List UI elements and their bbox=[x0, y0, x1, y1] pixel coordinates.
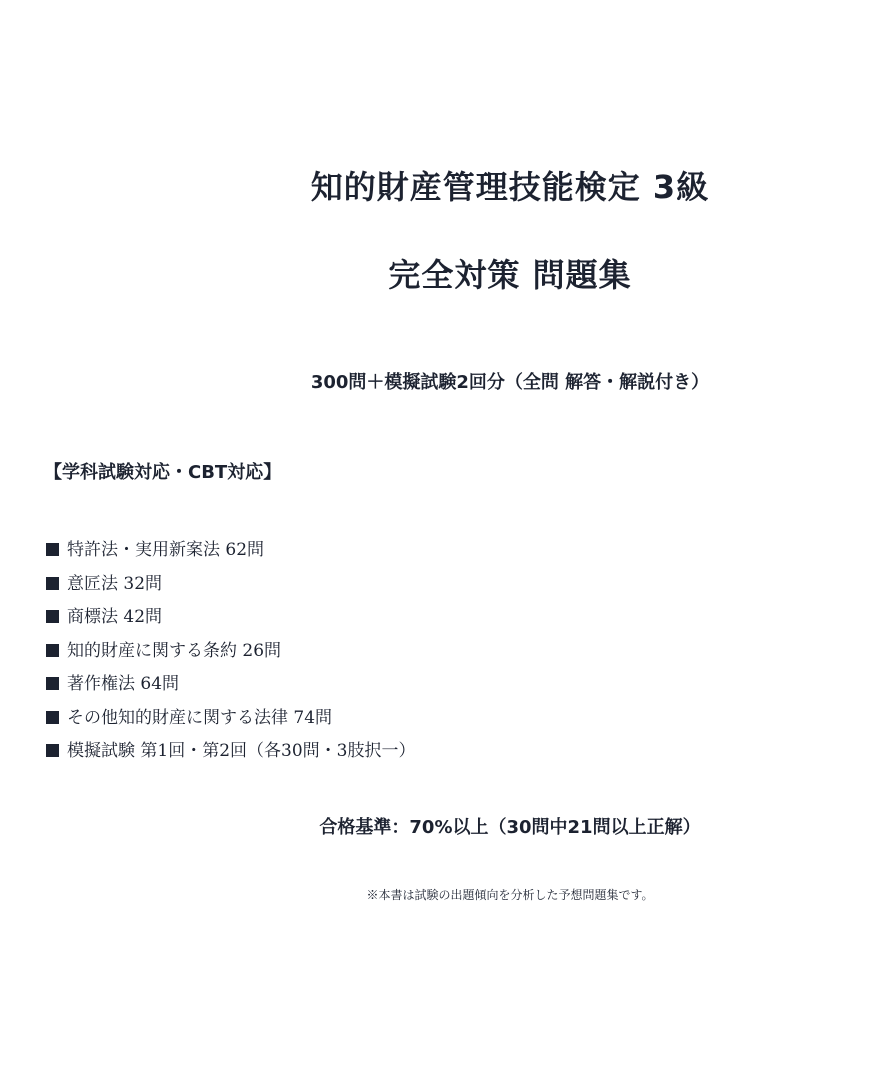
black-square-icon bbox=[46, 677, 59, 690]
list-item-label: 特許法・実用新案法 62問 bbox=[67, 540, 265, 560]
list-item bbox=[46, 601, 415, 635]
title-line-2: 完全対策 問題集 bbox=[388, 256, 632, 294]
list-item bbox=[46, 735, 415, 769]
subtitle: 300問＋模擬試験2回分（全問 解答・解説付き） bbox=[310, 372, 710, 393]
list-item bbox=[46, 635, 415, 669]
list-item-label: 意匠法 32問 bbox=[67, 573, 163, 594]
black-square-icon bbox=[46, 610, 59, 623]
list-item-label: 模擬試験 第1回・第2回（各30問・3肢択一） bbox=[67, 741, 416, 761]
black-square-icon bbox=[46, 644, 59, 657]
black-square-icon bbox=[46, 711, 59, 724]
list-item-label: 著作権法 64問 bbox=[67, 674, 180, 694]
list-item bbox=[46, 668, 415, 702]
footnote: ※本書は試験の出題傾向を分析した予想問題集です。 bbox=[366, 888, 654, 902]
list-item-label: その他知的財産に関する法律 74問 bbox=[67, 707, 333, 728]
black-square-icon bbox=[46, 577, 59, 590]
black-square-icon bbox=[46, 543, 59, 556]
section-heading: 【学科試験対応・CBT対応】 bbox=[44, 462, 282, 483]
black-square-icon bbox=[46, 744, 59, 757]
contents-list bbox=[46, 534, 415, 769]
list-item-label: 商標法 42問 bbox=[67, 607, 163, 627]
list-item bbox=[46, 702, 415, 736]
title-line-1: 知的財産管理技能検定 3級 bbox=[310, 168, 710, 206]
list-item bbox=[46, 534, 415, 568]
list-item bbox=[46, 568, 415, 602]
passing-criteria: 合格基準：70%以上（30問中21問以上正解） bbox=[319, 817, 701, 838]
list-item-label: 知的財産に関する条約 26問 bbox=[67, 640, 282, 661]
